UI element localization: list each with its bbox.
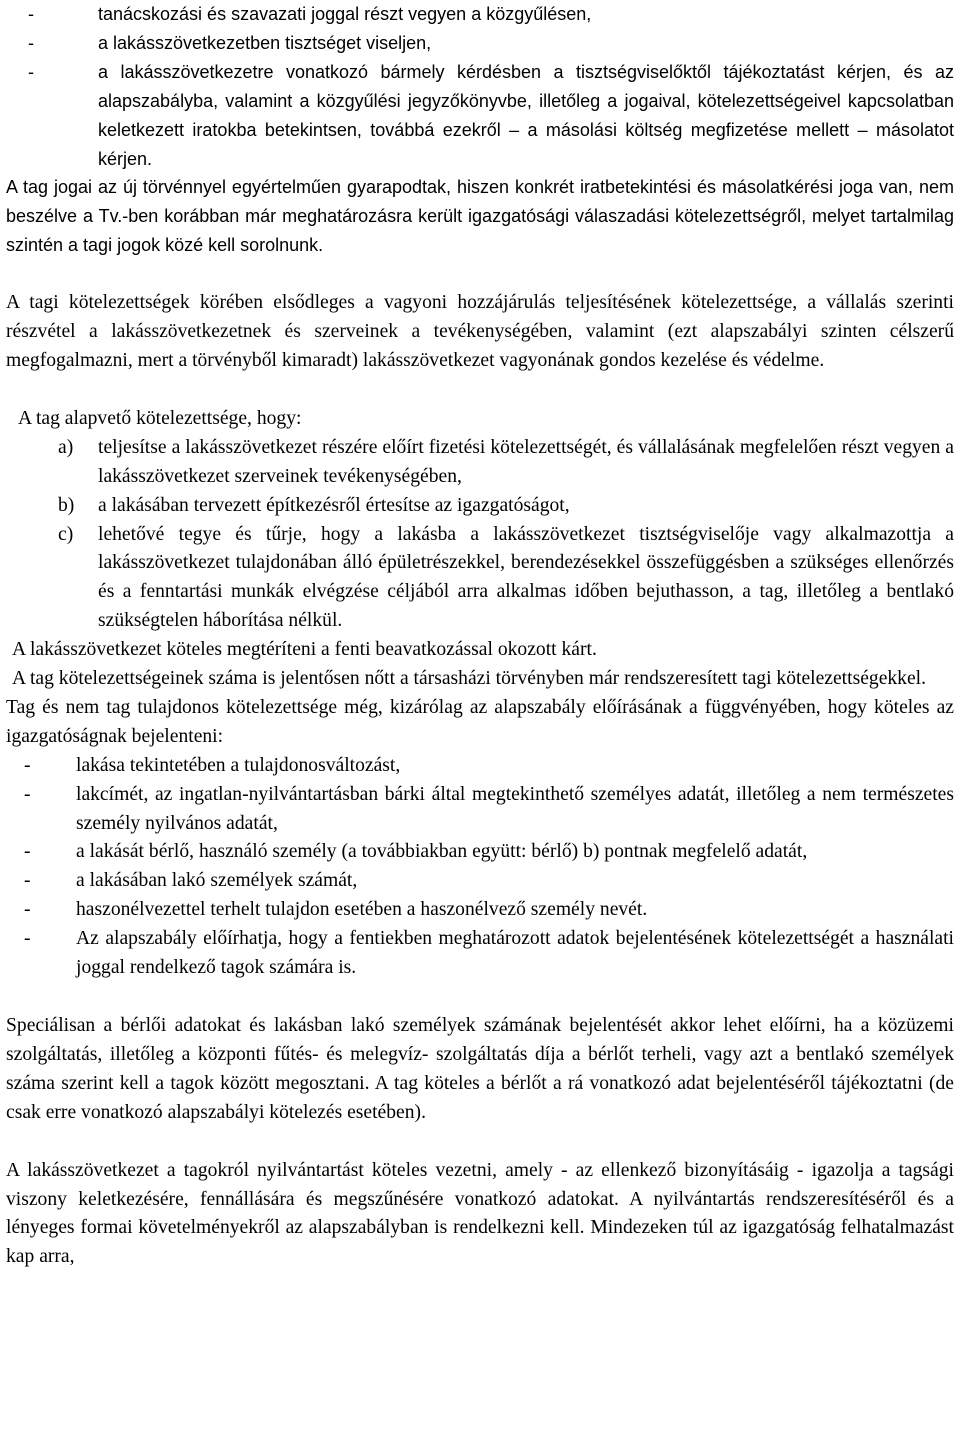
list-item-text: Az alapszabály előírhatja, hogy a fentiekben meghatározott adatok bejelentésének kötelezettségét a használati joggal rendelkező tagok számára is. bbox=[76, 928, 954, 979]
list-item-text: a lakásszövetkezetre vonatkozó bármely kérdésben a tisztségviselőktől tájékoztatást kérjen, és az alapszabályba, valamint a közgyűlési jegyzőkönyvbe, illetőleg a jogaival, kötelezettségeivel kapcsolatban keletkezett iratokba betekintsen, továbbá ezekről – a másolási költség megfizetése mellett – másolatot kérjen. bbox=[98, 61, 954, 169]
list-letter: a) bbox=[58, 436, 74, 458]
list-item bbox=[0, 29, 954, 58]
paragraph-special: Speciálisan a bérlői adatokat és lakásban lakó személyek számának bejelentését akkor lehet előírni, ha a közüzemi szolgáltatás, illetőleg a központi fűtés- és melegvíz- szolgáltatás díja a bérlőt terheli, vagy azt a bentlakó személyek száma szerint kell a tagok között megosztani. A tag köteles a bérlőt a rá vonatkozó adat bejelentéséről tájékoztatni (de csak erre vonatkozó alapszabályi kötelezés esetében). bbox=[6, 1015, 954, 1123]
list-item-text: a lakását bérlő, használó személy (a továbbiakban együtt: bérlő) b) pontnak megfelelő adatát, bbox=[76, 841, 808, 863]
rights-list bbox=[6, 0, 954, 173]
list-item bbox=[6, 896, 954, 925]
list-letter: c) bbox=[58, 523, 74, 545]
list-item bbox=[6, 752, 954, 781]
list-dash: - bbox=[24, 841, 31, 863]
list-item bbox=[0, 0, 954, 29]
list-item bbox=[6, 867, 954, 896]
list-dash: - bbox=[28, 32, 34, 53]
list-item-text: lakcímét, az ingatlan-nyilvántartásban bárki által megtekinthető személyes adatát, illetőleg a nem természetes személy nyilvános adatát, bbox=[76, 783, 954, 834]
list-dash: - bbox=[28, 61, 34, 82]
basic-obligations-list bbox=[6, 434, 954, 636]
list-dash: - bbox=[24, 783, 31, 805]
paragraph-increase-text: A tag kötelezettségeinek száma is jelentősen nőtt a társasházi törvényben már rendszeresített tagi kötelezettségekkel. bbox=[12, 668, 927, 690]
list-letter: b) bbox=[58, 494, 75, 516]
paragraph-damage: A lakásszövetkezet köteles megtéríteni a fenti beavatkozással okozott kárt. bbox=[12, 639, 597, 661]
list-item-text: haszonélvezettel terhelt tulajdon esetében a haszonélvező személy nevét. bbox=[76, 899, 648, 921]
list-item-text: a lakásszövetkezetben tisztséget viseljen, bbox=[98, 32, 432, 53]
paragraph-report-intro: Tag és nem tag tulajdonos kötelezettsége még, kizárólag az alapszabály előírásának a függvényében, hogy köteles az igazgatóságnak bejelenteni: bbox=[6, 696, 954, 747]
list-item bbox=[6, 925, 954, 983]
report-list bbox=[6, 752, 954, 983]
list-item bbox=[0, 58, 954, 174]
list-item-text: lehetővé tegye és tűrje, hogy a lakásba a lakásszövetkezet tisztségviselője vagy alkalmazottja a lakásszövetkezet tulajdonában álló épületrészekkel, berendezésekkel összefüggésben a szükséges ellenőrzés és a fenntartási munkák elvégzése céljából arra alkalmas időben bejuthasson, a tag, illetőleg a bentlakó szükségtelen háborítása nélkül. bbox=[98, 523, 954, 632]
paragraph-increase bbox=[6, 665, 954, 694]
list-dash: - bbox=[28, 4, 34, 24]
spacer bbox=[6, 376, 954, 405]
paragraph-basic-intro: A tag alapvető kötelezettsége, hogy: bbox=[18, 407, 302, 429]
paragraph-registry: A lakásszövetkezet a tagokról nyilvántartást köteles vezetni, amely - az ellenkező bizonyításáig - igazolja a tagsági viszony keletkezésére, fennállására és megszűnésére vonatkozó adatokat. A nyilvántartás rendszeresítéséről és a lényeges formai követelményekről az alapszabályban is rendelkezni kell. Mindezeken túl az igazgatóság felhatalmazást kap arra, bbox=[6, 1159, 954, 1268]
paragraph-rights: A tag jogai az új törvénnyel egyértelműen gyarapodtak, hiszen konkrét iratbetekintési és másolatkérési joga van, nem beszélve a Tv.-ben korábban már meghatározásra került igazgatósági válaszadási kötelezettségről, melyet tartalmilag szintén a tagi jogok közé kell sorolnunk. bbox=[6, 177, 954, 256]
paragraph-obligations: A tagi kötelezettségek körében elsődleges a vagyoni hozzájárulás teljesítésének kötelezettsége, a vállalás szerinti részvétel a lakásszövetkezetnek és szerveinek a tevékenységében, valamint (ezt alapszabályi szinten célszerű megfogalmazni, mert a törvényből kimaradt) lakásszövetkezet vagyonának gondos kezelése és védelme. bbox=[6, 292, 954, 371]
list-item bbox=[6, 434, 954, 492]
document-page bbox=[6, 0, 954, 1272]
list-item-text: tanácskozási és szavazati joggal részt vegyen a közgyűlésen, bbox=[98, 4, 592, 24]
list-item-text: lakása tekintetében a tulajdonosváltozást, bbox=[76, 754, 401, 776]
list-item-text: a lakásában tervezett építkezésről értesítse az igazgatóságot, bbox=[98, 494, 570, 516]
list-dash: - bbox=[24, 870, 31, 892]
list-item-text: a lakásában lakó személyek számát, bbox=[76, 870, 358, 892]
spacer bbox=[6, 1128, 954, 1157]
list-item bbox=[6, 838, 954, 867]
list-item bbox=[6, 521, 954, 637]
spacer bbox=[6, 983, 954, 1012]
list-dash: - bbox=[24, 899, 31, 921]
list-dash: - bbox=[24, 754, 31, 776]
list-item bbox=[6, 781, 954, 839]
list-item bbox=[6, 492, 954, 521]
list-dash: - bbox=[24, 928, 31, 950]
spacer bbox=[6, 260, 954, 289]
list-item-text: teljesítse a lakásszövetkezet részére előírt fizetési kötelezettségét, és vállalásának megfelelően részt vegyen a lakásszövetkezet szerveinek tevékenységében, bbox=[98, 436, 954, 487]
